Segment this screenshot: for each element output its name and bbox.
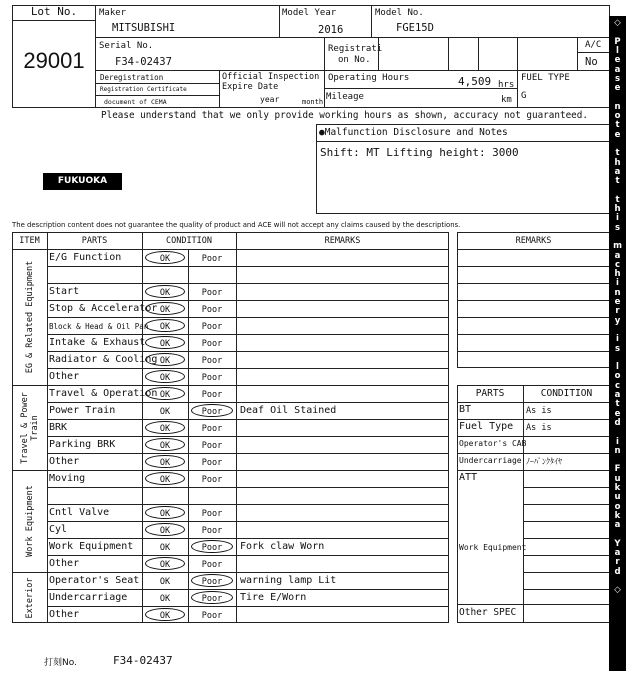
part-name: Other bbox=[49, 456, 80, 467]
ac-label: A/C bbox=[585, 40, 602, 50]
deregistration-label: Deregistration bbox=[100, 73, 164, 82]
ok-option: OK bbox=[159, 441, 171, 451]
sidebar-char: m bbox=[613, 241, 622, 252]
poor-option: Poor bbox=[201, 356, 223, 366]
poor-option: Poor bbox=[201, 475, 223, 485]
ok-option: OK bbox=[159, 305, 171, 315]
spec-part-work-equipment: Work Equipment bbox=[459, 543, 527, 552]
sidebar-char: k bbox=[614, 483, 621, 493]
parts-header: PARTS bbox=[81, 236, 108, 246]
sidebar-char: o bbox=[614, 111, 621, 121]
sidebar-char: l bbox=[616, 362, 619, 373]
selected-ok-mark bbox=[145, 302, 185, 315]
sidebar-char: ◇ bbox=[614, 585, 621, 596]
poor-option: Poor bbox=[201, 322, 223, 332]
sidebar-char: u bbox=[614, 492, 621, 503]
remarks-side-header: REMARKS bbox=[515, 236, 552, 246]
ok-option: OK bbox=[159, 322, 171, 332]
part-name: Power Train bbox=[49, 405, 116, 416]
poor-option: Poor bbox=[201, 611, 223, 621]
part-name: Operator's Seat bbox=[49, 575, 140, 586]
model-no-label: Model No. bbox=[375, 8, 424, 18]
km-unit: km bbox=[501, 95, 512, 105]
group-label: Train bbox=[29, 414, 40, 441]
selected-ok-mark bbox=[145, 557, 185, 570]
part-name: Cyl bbox=[49, 524, 68, 535]
remark-text: warning lamp Lit bbox=[240, 575, 337, 586]
remark-text: Tire E/Worn bbox=[240, 592, 307, 603]
remarks-header: REMARKS bbox=[324, 236, 361, 246]
ok-option: OK bbox=[159, 475, 171, 485]
cema-label: document of CEMA bbox=[104, 98, 167, 106]
fuel-type-label: FUEL TYPE bbox=[521, 73, 570, 83]
spec-part: Operator's CAB bbox=[459, 439, 527, 448]
group-label: Travel & Power bbox=[19, 391, 30, 464]
ok-option: OK bbox=[159, 594, 171, 604]
part-name: Cntl Valve bbox=[49, 507, 110, 518]
lot-number: 29001 bbox=[23, 48, 85, 73]
selected-poor-mark bbox=[191, 404, 233, 417]
part-name: Block & Head & Oil Pan bbox=[49, 322, 149, 331]
spec-part-other: Other SPEC bbox=[459, 607, 517, 618]
year-label: year bbox=[260, 95, 280, 104]
ok-option: OK bbox=[159, 577, 171, 587]
selected-ok-mark bbox=[145, 353, 185, 366]
poor-option: Poor bbox=[201, 509, 223, 519]
ok-option: OK bbox=[159, 543, 171, 553]
fuel-type-value: G bbox=[521, 91, 527, 101]
ok-option: OK bbox=[159, 339, 171, 349]
ok-option: OK bbox=[159, 254, 171, 264]
spec-parts-header: PARTS bbox=[475, 388, 505, 399]
poor-option: Poor bbox=[201, 407, 223, 417]
spec-condition: As is bbox=[526, 406, 552, 416]
part-name: E/G Function bbox=[49, 252, 122, 263]
part-name: Other bbox=[49, 558, 80, 569]
sidebar-char: o bbox=[614, 371, 621, 382]
ok-option: OK bbox=[159, 509, 171, 519]
part-name: Intake & Exhaust bbox=[49, 337, 146, 348]
sidebar-char: P bbox=[614, 36, 621, 47]
sidebar-char: i bbox=[616, 334, 619, 345]
sidebar-char: e bbox=[614, 83, 621, 94]
ok-option: OK bbox=[159, 424, 171, 434]
part-name: Work Equipment bbox=[49, 541, 134, 552]
selected-ok-mark bbox=[145, 387, 185, 400]
accuracy-notice: Please understand that we only provide working hours as shown, accuracy not guaranteed. bbox=[101, 110, 588, 121]
sidebar-char: e bbox=[614, 297, 621, 307]
selected-ok-mark bbox=[145, 523, 185, 536]
registration-label: Registrati on No. bbox=[328, 44, 383, 65]
poor-option: Poor bbox=[201, 373, 223, 383]
remark-text: Deaf Oil Stained bbox=[240, 405, 337, 416]
sidebar-char: h bbox=[614, 204, 621, 214]
selected-poor-mark bbox=[191, 540, 233, 553]
selected-ok-mark bbox=[145, 285, 185, 298]
sidebar-char: t bbox=[615, 120, 620, 131]
sidebar-char: k bbox=[614, 510, 621, 521]
sidebar-char: a bbox=[614, 250, 621, 261]
poor-option: Poor bbox=[201, 526, 223, 536]
part-name: Other bbox=[49, 609, 80, 620]
poor-option: Poor bbox=[201, 560, 223, 570]
spec-part: Undercarriage bbox=[459, 456, 522, 465]
sidebar-char: n bbox=[614, 445, 621, 456]
sidebar-char: t bbox=[615, 399, 620, 410]
mileage-label: Mileage bbox=[326, 92, 364, 102]
stamp-label: 打刻No. bbox=[44, 658, 77, 668]
poor-option: Poor bbox=[201, 424, 223, 434]
maker-value: MITSUBISHI bbox=[112, 22, 176, 34]
selected-ok-mark bbox=[145, 438, 185, 451]
sidebar-char: e bbox=[614, 408, 621, 419]
part-name: Other bbox=[49, 371, 80, 382]
serial-value: F34-02437 bbox=[115, 56, 172, 68]
poor-option: Poor bbox=[201, 441, 223, 451]
sidebar-char: t bbox=[615, 176, 620, 187]
inspection-label: Official Inspection Expire Date bbox=[222, 72, 320, 92]
sidebar-char: r bbox=[615, 306, 620, 317]
selected-ok-mark bbox=[145, 506, 185, 519]
stamp-value: F34-02437 bbox=[113, 654, 173, 667]
ok-option: OK bbox=[159, 390, 171, 400]
poor-option: Poor bbox=[201, 458, 223, 468]
poor-option: Poor bbox=[201, 577, 223, 587]
malfunction-notes: Shift: MT Lifting height: 3000 bbox=[320, 146, 519, 159]
selected-poor-mark bbox=[191, 574, 233, 587]
sidebar-char: s bbox=[614, 73, 621, 84]
spec-condition-header: CONDITION bbox=[540, 388, 593, 399]
poor-option: Poor bbox=[201, 594, 223, 604]
part-name: Start bbox=[49, 286, 80, 297]
selected-ok-mark bbox=[145, 319, 185, 332]
lot-label: Lot No. bbox=[30, 5, 78, 18]
sidebar-char: i bbox=[616, 213, 619, 224]
group-label: Work Equipment bbox=[24, 485, 35, 557]
location-badge-text: FUKUOKA bbox=[57, 176, 108, 186]
sidebar-char: c bbox=[614, 259, 621, 270]
sidebar-char: i bbox=[616, 278, 619, 289]
part-name: Stop & Accelerator bbox=[49, 303, 158, 314]
sidebar-char: d bbox=[614, 566, 621, 577]
sidebar-char: a bbox=[614, 64, 621, 75]
ac-value: No bbox=[585, 56, 598, 68]
remark-text: Fork claw Worn bbox=[240, 541, 325, 552]
disclaimer: The description content does not guarantee the quality of product and ACE will not accept any claims caused by the descriptions. bbox=[12, 221, 461, 229]
selected-ok-mark bbox=[145, 472, 185, 485]
spec-part-att: ATT bbox=[459, 472, 478, 483]
sidebar-char: F bbox=[614, 464, 621, 475]
sidebar-char: s bbox=[614, 222, 621, 233]
operating-hours-label: Operating Hours bbox=[328, 73, 410, 83]
selected-ok-mark bbox=[145, 251, 185, 264]
selected-ok-mark bbox=[145, 455, 185, 468]
sidebar-char: h bbox=[614, 269, 621, 280]
registration-certificate-label: Registration Certificate bbox=[100, 86, 187, 93]
ok-option: OK bbox=[159, 611, 171, 621]
maker-label: Maker bbox=[99, 8, 127, 18]
part-name: Travel & Operation bbox=[49, 388, 158, 399]
group-label: Exterior bbox=[24, 577, 35, 618]
sidebar-char: ◇ bbox=[614, 18, 621, 28]
ok-option: OK bbox=[159, 407, 171, 417]
poor-option: Poor bbox=[201, 543, 223, 553]
hrs-unit: hrs bbox=[498, 80, 515, 90]
serial-label: Serial No. bbox=[99, 41, 154, 51]
part-name: BRK bbox=[49, 422, 68, 433]
selected-ok-mark bbox=[145, 421, 185, 434]
condition-header: CONDITION bbox=[165, 236, 213, 246]
ok-option: OK bbox=[159, 288, 171, 298]
selected-poor-mark bbox=[191, 591, 233, 604]
sidebar-char: t bbox=[615, 194, 620, 205]
ok-option: OK bbox=[159, 560, 171, 570]
sidebar-char: Y bbox=[614, 538, 621, 549]
model-year-value: 2016 bbox=[318, 24, 344, 36]
part-name: Undercarriage bbox=[49, 592, 128, 603]
sidebar-char: u bbox=[614, 473, 621, 484]
location-badge bbox=[43, 173, 122, 190]
sidebar-char: a bbox=[614, 166, 621, 177]
ok-option: OK bbox=[159, 373, 171, 383]
sidebar-char: d bbox=[614, 417, 621, 428]
ok-option: OK bbox=[159, 526, 171, 536]
sidebar-char: e bbox=[614, 129, 621, 140]
spec-part: Fuel Type bbox=[459, 421, 514, 432]
sidebar-char: a bbox=[614, 520, 621, 531]
item-header: ITEM bbox=[19, 236, 40, 246]
sidebar-char: r bbox=[615, 557, 620, 568]
poor-option: Poor bbox=[201, 305, 223, 315]
ok-option: OK bbox=[159, 356, 171, 366]
sidebar-char: t bbox=[615, 148, 620, 159]
spec-part: BT bbox=[459, 404, 472, 415]
ok-option: OK bbox=[159, 458, 171, 468]
sidebar-char: i bbox=[616, 436, 619, 447]
poor-option: Poor bbox=[201, 254, 223, 264]
selected-ok-mark bbox=[145, 608, 185, 621]
sidebar-char: a bbox=[614, 548, 621, 559]
poor-option: Poor bbox=[201, 390, 223, 400]
part-name: Moving bbox=[49, 473, 86, 484]
sidebar-char: c bbox=[614, 380, 621, 391]
spec-condition: As is bbox=[526, 423, 552, 433]
spec-condition: ﾉｰﾊﾟﾝｸﾀｲﾔ bbox=[526, 457, 562, 466]
sidebar-char: n bbox=[614, 101, 621, 112]
model-no-value: FGE15D bbox=[396, 22, 434, 34]
selected-ok-mark bbox=[145, 370, 185, 383]
poor-option: Poor bbox=[201, 339, 223, 349]
sidebar-char: s bbox=[614, 343, 621, 354]
month-label: month bbox=[302, 98, 324, 106]
operating-hours-value: 4,509 bbox=[458, 75, 492, 88]
location-sidebar bbox=[609, 16, 626, 671]
part-name: Radiator & Cooling bbox=[49, 354, 158, 365]
sidebar-char: h bbox=[614, 157, 621, 168]
sidebar-char: e bbox=[614, 55, 621, 66]
group-label: EG & Related Equipment bbox=[24, 260, 35, 374]
sidebar-char: l bbox=[616, 45, 619, 56]
sidebar-char: n bbox=[614, 287, 621, 298]
sidebar-char: o bbox=[614, 501, 621, 512]
sidebar-char: y bbox=[614, 315, 621, 326]
model-year-label: Model Year bbox=[282, 8, 337, 18]
malfunction-title: ●Malfunction Disclosure and Notes bbox=[319, 127, 508, 138]
poor-option: Poor bbox=[201, 288, 223, 298]
sidebar-char: a bbox=[614, 390, 621, 400]
part-name: Parking BRK bbox=[49, 439, 116, 450]
selected-ok-mark bbox=[145, 336, 185, 349]
